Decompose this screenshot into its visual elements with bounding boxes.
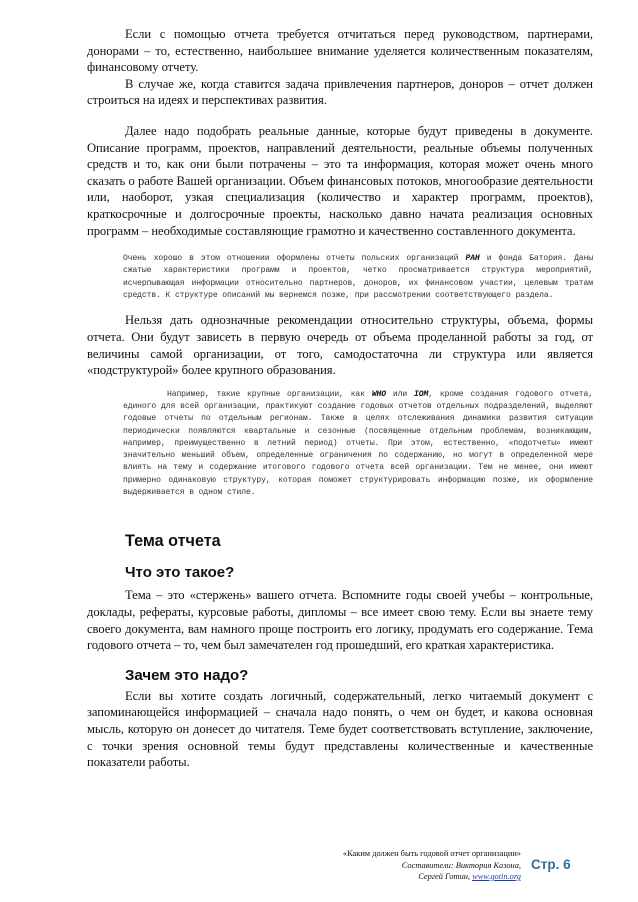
paragraph-topic-definition: Тема – это «стержень» вашего отчета. Вспомните годы своей учебы – контрольные, доклады, рефераты, курсовые работы, дипломы – все имеет свою тему. Если вы знаете тему своего документа, вам намного проще построить его логику, продумать его содержание. Тема годового отчета – то, чем был замечателен год прошедший, его краткая характеристика. [87, 588, 593, 653]
note2-text-mid: или [386, 389, 415, 399]
page-number: Стр. 6 [531, 857, 571, 872]
paragraph-no-single-recommendation: Нельзя дать однозначные рекомендации относительно структуры, объема, формы отчета. Они будут зависеть в первую очередь от объема проделанной работы за год, от величины самой организации, от того, самодостаточна ли структура или является «подструктурой» более крупного образования. [87, 313, 593, 378]
paragraph-why-topic: Если вы хотите создать логичный, содержательный, легко читаемый документ с запоминающейся информацией – сначала надо понять, о чем он будет, и какова основная мысль, которую он донесет до читателя. Теме будет соответствовать вступление, заключение, с точки зрения основной темы будут представлены количественные и качественные показатели работы. [87, 688, 593, 770]
footer-author-line [261, 871, 521, 883]
page-footer [261, 848, 521, 883]
paragraph-reporting-to-management: Если с помощью отчета требуется отчитаться перед руководством, партнерами, донорами – то, естественно, наибольшее внимание уделяется количественным показателям, финансовому отчету. [87, 27, 593, 75]
footer-author2: Сергей Готин, [418, 872, 473, 881]
footer-authors: Составители: Виктория Казона, [401, 860, 521, 870]
note2-org-who: WHO [371, 389, 386, 399]
page-content [87, 26, 593, 771]
note2-text-before: Например, такие крупные организации, как [167, 389, 372, 399]
footer-document-title: «Каким должен быть годовой отчет организации» [342, 849, 521, 858]
note2-org-iom: IOM [414, 389, 429, 399]
note1-text-before: Очень хорошо в этом отношении оформлены отчеты польских организаций [123, 254, 466, 264]
subheading-why-needed: Зачем это надо? [125, 666, 249, 684]
note2-text-after: , кроме создания годового отчета, единого для всей организации, практикуют создание годовых отчетов отдельных подразделений, выделяют годовые отчеты по отдельным регионам. Также в целях отслеживания динамики развития ситуации периодически появляются квартальные и сезонные (посвященные отдельным проблемам, возникающим, например, преимущественно в летний период) отчеты. При этом, естественно, «подотчеты» имеют значительно меньший объем, определенные ограничения по содержанию, но могут в определенной мере влиять на тему и содержание итогового годового отчета всей организации. Тем не менее, они имеют примерно одинаковую структуру, которая поможет структурировать информацию позже, их оформление выдерживается в одном стиле. [123, 389, 593, 498]
paragraph-real-data: Далее надо подобрать реальные данные, которые будут приведены в документе. Описание программ, проектов, направлений деятельности, реальные объемы полученных средств и то, как они были потрачены – это та информация, которая может очень много сказать о работе Вашей организации. Объем финансовых потоков, многообразие деятельности или, наоборот, узкая специализация (количество и характер программ, проектов), краткосрочные и долгосрочные проекты, насколько давно начата реализация основных программ – необходимые составляющие грамотно и качественно составленного документа. [87, 123, 593, 238]
note1-org-pah: PAH [465, 254, 480, 264]
note-polish-organizations [123, 253, 593, 302]
section-heading-report-topic: Тема отчета [125, 532, 221, 551]
footer-website-link[interactable]: www.gotin.org [472, 872, 521, 881]
paragraph-attracting-partners: В случае же, когда ставится задача привлечения партнеров, доноров – отчет должен строиться на идеях и перспективах развития. [87, 76, 593, 108]
note-large-organizations [123, 389, 593, 500]
note1-text-after: и фонда Батория. Даны сжатые характеристики программ и проектов, четко просматривается структура мероприятий, исчерпывающая информации относительно партнеров, доноров, их финансовом участии, целевым тратам средств. К структуре описаний мы вернемся позже, при рассмотрении соответствующего раздела. [123, 254, 593, 301]
subheading-what-is-it: Что это такое? [125, 564, 235, 582]
